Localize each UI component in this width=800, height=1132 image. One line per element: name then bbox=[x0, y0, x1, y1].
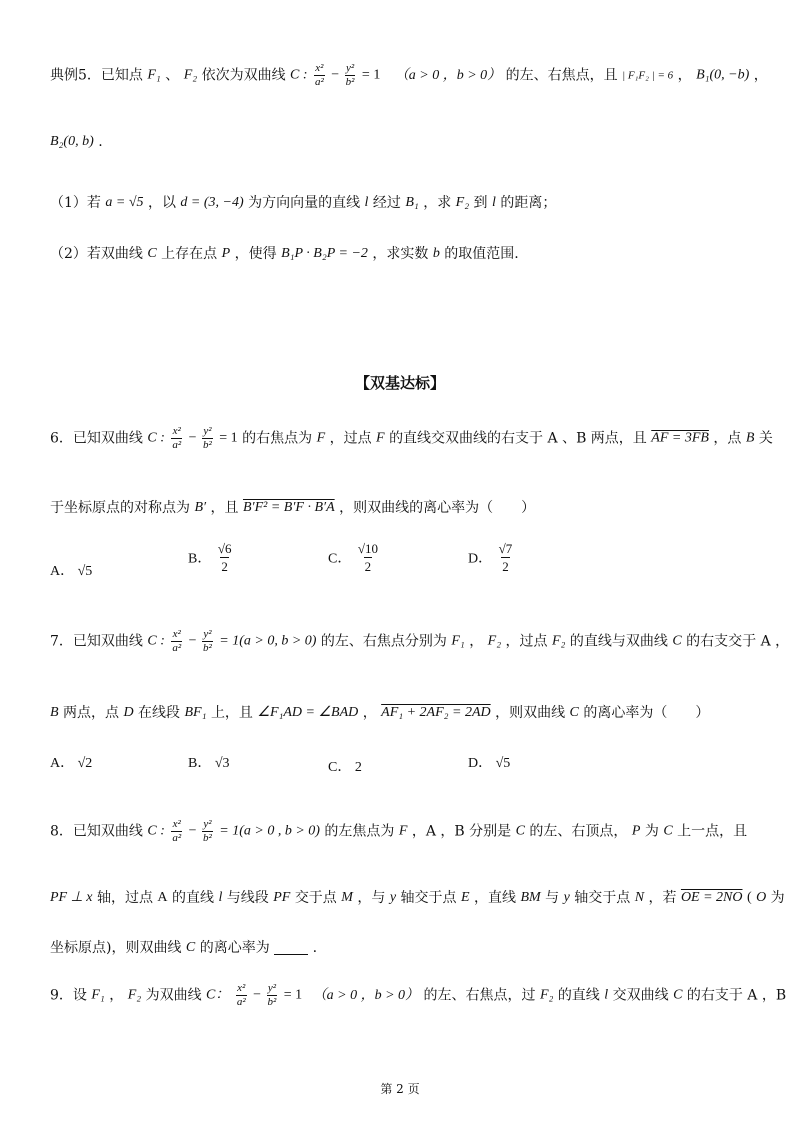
option-label: C． bbox=[328, 551, 352, 567]
vector-relation: B′F² = B′F · B′A bbox=[242, 500, 335, 515]
numerator: y² bbox=[345, 62, 355, 74]
point-e: E bbox=[460, 890, 470, 905]
curve-symbol: C : bbox=[290, 67, 308, 83]
curve-symbol: C bbox=[569, 705, 579, 720]
text-segment: 依次为双曲线 bbox=[201, 67, 286, 84]
minus-sign: − bbox=[331, 67, 343, 83]
option-label: C． bbox=[328, 760, 352, 775]
text-segment: 上，且 bbox=[210, 705, 253, 721]
focus-f: F bbox=[376, 430, 385, 446]
numerator: y² bbox=[203, 818, 212, 830]
point-m: M bbox=[341, 890, 353, 905]
segment-pf: PF bbox=[273, 890, 291, 905]
curve-symbol: C bbox=[663, 823, 673, 839]
text-segment: ，过点 bbox=[505, 633, 548, 650]
option-label: B． bbox=[188, 756, 212, 771]
period: . bbox=[98, 134, 103, 150]
q7-option-c[interactable] bbox=[328, 756, 362, 776]
fraction-y2-b2 bbox=[202, 818, 213, 845]
point-p: P bbox=[631, 823, 641, 839]
text-segment: 轴，过点 bbox=[96, 890, 153, 906]
text-segment: 在线段 bbox=[138, 705, 181, 721]
option-label: B． bbox=[188, 551, 212, 567]
denominator: b² bbox=[267, 996, 277, 1008]
numerator: y² bbox=[267, 982, 276, 994]
text-segment: ，A ，B 分别是 bbox=[411, 823, 512, 840]
question8-line2 bbox=[50, 888, 785, 908]
fraction-x2-a2 bbox=[236, 982, 247, 1009]
vector-relation: AF = 3FB bbox=[651, 430, 709, 446]
denominator: b² bbox=[203, 439, 212, 451]
text-segment: 为 bbox=[644, 823, 659, 840]
numerator: √7 bbox=[498, 541, 513, 556]
fraction-x2-a2 bbox=[171, 818, 182, 845]
denominator: 2 bbox=[221, 559, 228, 574]
text-segment: ，点 bbox=[713, 430, 742, 447]
separator: ， bbox=[753, 67, 768, 84]
paren: ( bbox=[746, 890, 752, 905]
option-value: √3 bbox=[214, 756, 230, 771]
text-segment: ，求 bbox=[423, 195, 452, 211]
line-bm: BM bbox=[520, 890, 541, 905]
f1-symbol: F₁ bbox=[451, 633, 465, 649]
text-segment: 交双曲线 bbox=[612, 987, 669, 1004]
q7-option-b[interactable] bbox=[188, 752, 230, 772]
question8-line3 bbox=[50, 938, 317, 958]
axis-y: y bbox=[389, 890, 397, 905]
denominator: b² bbox=[203, 832, 212, 844]
angle-relation: ∠F₁AD = ∠BAD bbox=[257, 705, 359, 720]
segment-bf1: BF₁ bbox=[184, 705, 207, 720]
text-segment: 的左、右焦点分别为 bbox=[320, 633, 447, 650]
question-label: 6．已知双曲线 bbox=[50, 430, 143, 447]
text-segment: ，直线 bbox=[473, 890, 516, 906]
f2-symbol: F₂ bbox=[539, 987, 554, 1003]
separator: 、 bbox=[165, 67, 180, 84]
curve-symbol: C bbox=[147, 246, 157, 261]
text-segment: 的直线 bbox=[557, 987, 600, 1004]
minus-sign: − bbox=[188, 430, 200, 446]
math-expr: a = √5 bbox=[105, 195, 144, 210]
condition: （a > 0 ，b > 0） bbox=[394, 67, 502, 83]
numerator: y² bbox=[203, 425, 212, 437]
denominator: a² bbox=[314, 76, 324, 88]
text-segment: ，求实数 bbox=[372, 246, 429, 262]
text-segment: ，若 bbox=[648, 890, 677, 906]
point-a: A bbox=[157, 890, 168, 905]
text-segment: 坐标原点)，则双曲线 bbox=[50, 940, 182, 956]
line-symbol: l bbox=[218, 890, 223, 905]
question-label: 9．设 bbox=[50, 987, 87, 1004]
numerator: x² bbox=[172, 425, 181, 437]
f2-symbol: F₂ bbox=[127, 987, 142, 1003]
equals-one: = 1 bbox=[283, 987, 303, 1003]
curve-symbol: C bbox=[673, 987, 683, 1003]
denominator: 2 bbox=[502, 559, 509, 574]
answer-blank[interactable] bbox=[274, 942, 308, 955]
option-label: A． bbox=[50, 564, 75, 579]
fraction-y2-b2 bbox=[345, 62, 356, 89]
option-label: D． bbox=[468, 756, 493, 771]
text-segment: 的右支交于 A ， bbox=[686, 633, 790, 650]
point-b: B bbox=[50, 705, 59, 720]
q7-option-a[interactable] bbox=[50, 752, 92, 772]
fraction-x2-a2 bbox=[171, 425, 182, 452]
text-segment: 为双曲线 bbox=[145, 987, 202, 1004]
curve-symbol: C : bbox=[147, 430, 165, 446]
question6-line1 bbox=[50, 425, 773, 452]
question7-line2 bbox=[50, 703, 709, 723]
text-segment: 的直线与双曲线 bbox=[569, 633, 668, 650]
vector-relation: AF₁ + 2AF₂ = 2AD bbox=[381, 705, 491, 720]
f2-symbol: F₂ bbox=[552, 633, 566, 649]
point-o: O bbox=[756, 890, 767, 905]
page-number: 第 2 页 bbox=[380, 1082, 420, 1096]
text-segment: 轴交于点 bbox=[400, 890, 457, 906]
numerator: x² bbox=[172, 818, 181, 830]
curve-symbol: C bbox=[185, 940, 196, 955]
option-value: √5 bbox=[495, 756, 511, 771]
fraction-x2-a2 bbox=[314, 62, 325, 89]
text-segment: 的右焦点为 bbox=[242, 430, 313, 447]
option-fraction bbox=[217, 540, 233, 575]
denominator: a² bbox=[172, 642, 182, 654]
text-segment: 的左、右焦点，过 bbox=[423, 987, 536, 1004]
curve-symbol: C : bbox=[147, 633, 165, 649]
question7-line1 bbox=[50, 628, 789, 655]
point-b1: B₁ bbox=[405, 195, 419, 210]
focus-f: F bbox=[398, 823, 408, 839]
axis-y: y bbox=[563, 890, 570, 905]
example5-part2 bbox=[50, 244, 519, 264]
denominator: a² bbox=[172, 832, 182, 844]
q6-option-b[interactable] bbox=[188, 540, 234, 575]
text-segment: 的左、右焦点，且 bbox=[505, 67, 618, 84]
question8-line1 bbox=[50, 818, 747, 845]
text-segment: 交于点 bbox=[294, 890, 337, 906]
fraction-x2-a2 bbox=[171, 628, 182, 655]
section-title: 【双基达标】 bbox=[354, 374, 445, 392]
line-symbol: l bbox=[364, 195, 369, 210]
minus-sign: − bbox=[188, 633, 200, 649]
minus-sign: − bbox=[188, 823, 200, 839]
q6-option-d[interactable] bbox=[468, 540, 515, 575]
denominator: a² bbox=[236, 996, 246, 1008]
focal-distance: | F₁F₂ | = 6 bbox=[622, 69, 674, 82]
numerator: y² bbox=[203, 628, 212, 640]
part-label: （1）若 bbox=[50, 195, 101, 211]
text-segment: 的左焦点为 bbox=[324, 823, 395, 840]
f1-symbol: F₁ bbox=[91, 987, 105, 1003]
q6-option-c[interactable] bbox=[328, 540, 381, 575]
text-segment: 与 bbox=[545, 890, 560, 906]
question9-line1 bbox=[50, 982, 786, 1009]
text-segment: 经过 bbox=[372, 195, 401, 211]
option-fraction bbox=[498, 540, 514, 575]
text-segment: 的取值范围. bbox=[444, 246, 519, 262]
example5-part1 bbox=[50, 193, 556, 213]
option-value: √2 bbox=[77, 756, 93, 771]
vector-dot-product: B₁P · B₂P = −2 bbox=[281, 246, 368, 261]
text-segment: ，以 bbox=[147, 195, 176, 211]
curve-symbol: C bbox=[672, 633, 682, 649]
f2-symbol: F₂ bbox=[455, 195, 470, 210]
numerator: x² bbox=[237, 982, 246, 994]
text-segment: 为 bbox=[770, 890, 785, 906]
separator: ， bbox=[362, 705, 377, 721]
text-segment: 两点，点 bbox=[63, 705, 120, 721]
point-p: P bbox=[221, 246, 231, 261]
numerator: √10 bbox=[357, 541, 378, 556]
separator: ， bbox=[469, 633, 484, 650]
equals-one: = 1 bbox=[361, 67, 381, 83]
question-label: 7．已知双曲线 bbox=[50, 633, 143, 650]
numerator: √6 bbox=[217, 541, 232, 556]
fraction-y2-b2 bbox=[202, 425, 213, 452]
f2-symbol: F₂ bbox=[487, 633, 502, 649]
q7-option-d[interactable] bbox=[468, 752, 510, 772]
option-fraction bbox=[357, 540, 379, 575]
text-segment: 为方向向量的直线 bbox=[248, 195, 361, 211]
option-value: 2 bbox=[354, 760, 362, 775]
line-symbol: l bbox=[604, 987, 609, 1003]
question6-line2 bbox=[50, 498, 535, 518]
part-label: （2）若双曲线 bbox=[50, 246, 143, 262]
point-b: B bbox=[745, 430, 755, 446]
fraction-y2-b2 bbox=[267, 982, 278, 1009]
text-segment: 关 bbox=[758, 430, 773, 447]
text-segment: 的离心率为（ ） bbox=[583, 705, 710, 721]
text-segment: 到 bbox=[473, 195, 488, 211]
text-segment: 的直线交双曲线的右支于 A 、B 两点，且 bbox=[389, 430, 647, 447]
curve-symbol: C： bbox=[206, 987, 230, 1003]
condition: （a > 0 ，b > 0） bbox=[312, 987, 420, 1003]
point-b1: B₁(0, −b) bbox=[696, 67, 750, 83]
curve-symbol: C bbox=[515, 823, 525, 839]
separator: ， bbox=[109, 987, 124, 1004]
vector-relation: OE = 2NO bbox=[680, 890, 743, 905]
point-d: D bbox=[123, 705, 134, 720]
f1-symbol: F₁ bbox=[147, 67, 161, 83]
text-segment: 的直线 bbox=[172, 890, 214, 906]
denominator: a² bbox=[172, 439, 182, 451]
text-segment: 与线段 bbox=[226, 890, 269, 906]
perpendicular-relation: PF ⊥ x bbox=[50, 890, 93, 905]
text-segment: ，过点 bbox=[329, 430, 372, 447]
example5-line1 bbox=[50, 62, 768, 89]
text-segment: 的右支于 A ，B bbox=[686, 987, 787, 1004]
f2-symbol: F₂ bbox=[183, 67, 198, 83]
text-segment: 的距离； bbox=[500, 195, 557, 211]
text-segment: ，则双曲线 bbox=[495, 705, 566, 721]
equals-one: = 1 bbox=[219, 430, 238, 446]
example5-line2 bbox=[50, 132, 103, 152]
option-value: √5 bbox=[77, 564, 93, 579]
text-segment: ，且 bbox=[210, 500, 239, 516]
text-segment: ，与 bbox=[357, 890, 386, 906]
option-label: A． bbox=[50, 756, 75, 771]
text-segment: 的左、右顶点， bbox=[529, 823, 628, 840]
denominator: b² bbox=[203, 642, 212, 654]
point-b-prime: B′ bbox=[194, 500, 207, 515]
text-segment: 的离心率为 bbox=[199, 940, 270, 956]
text-segment: 于坐标原点的对称点为 bbox=[50, 500, 190, 516]
text-segment: ，使得 bbox=[234, 246, 277, 262]
focus-f: F bbox=[316, 430, 326, 446]
line-symbol: l bbox=[492, 195, 496, 210]
option-label: D． bbox=[468, 551, 493, 567]
denominator: b² bbox=[345, 76, 355, 88]
point-n: N bbox=[634, 890, 645, 905]
text-segment: 上一点，且 bbox=[677, 823, 748, 840]
text-segment: 轴交于点 bbox=[574, 890, 631, 906]
numerator: x² bbox=[172, 628, 181, 640]
separator: ， bbox=[677, 67, 692, 84]
variable-b: b bbox=[432, 246, 440, 261]
equals-condition: = 1(a > 0 , b > 0) bbox=[219, 823, 320, 839]
numerator: x² bbox=[315, 62, 324, 74]
q6-option-a[interactable] bbox=[50, 560, 92, 580]
text-segment: 上存在点 bbox=[161, 246, 218, 262]
question-label: 8．已知双曲线 bbox=[50, 823, 143, 840]
text-segment: ，则双曲线的离心率为（ ） bbox=[339, 500, 536, 516]
direction-vector: d = (3, −4) bbox=[180, 195, 244, 210]
example5-label: 典例5．已知点 bbox=[50, 67, 143, 84]
point-b2: B₂(0, b) bbox=[50, 134, 94, 149]
denominator: 2 bbox=[364, 559, 372, 574]
minus-sign: − bbox=[253, 987, 265, 1003]
fraction-y2-b2 bbox=[202, 628, 213, 655]
period: . bbox=[312, 940, 318, 956]
curve-symbol: C : bbox=[147, 823, 165, 839]
equals-condition: = 1(a > 0, b > 0) bbox=[219, 633, 317, 649]
